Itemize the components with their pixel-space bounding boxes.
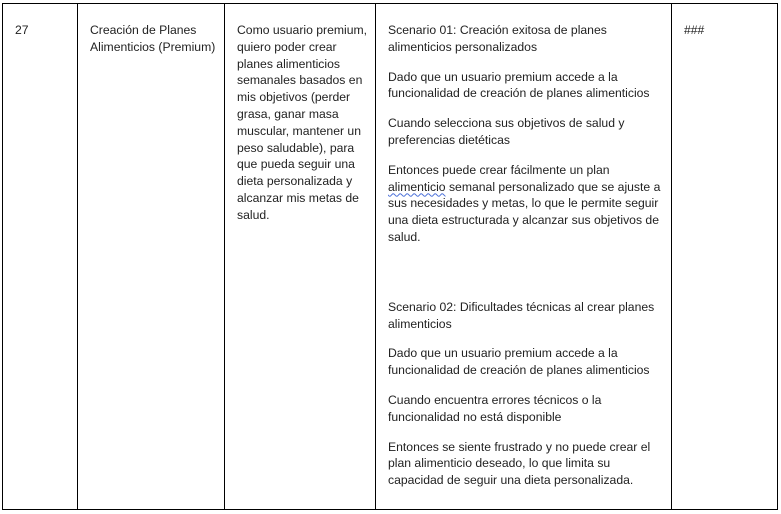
- user-story-text: Como usuario premium, quiero poder crear planes alimenticios semanales basados en mis objetivos (perder grasa, ganar masa muscular, mantener un peso saludable), para que pueda seguir una dieta personalizada y alcanzar mis metas de salud.: [237, 23, 368, 222]
- scenario-1-given: Dado que un usuario premium accede a la funcionalidad de creación de planes alimenticios: [388, 69, 650, 101]
- scenario-2-title: Scenario 02: Dificultades técnicas al crear planes alimenticios: [388, 299, 655, 331]
- id-cell: [3, 4, 77, 509]
- user-story-table: [2, 3, 778, 510]
- scenario-2-when: Cuando encuentra errores técnicos o la funcionalidad no está disponible: [388, 392, 602, 424]
- scenario-1-when: Cuando selecciona sus objetivos de salud y preferencias dietéticas: [388, 116, 625, 147]
- spellcheck-word[interactable]: alimenticio: [388, 179, 446, 194]
- scenario-2-then: Entonces se siente frustrado y no puede crear el plan alimenticio deseado, lo que limita su capacidad de seguir una dieta personalizada.: [388, 439, 651, 488]
- story-title: Creación de Planes Alimenticios (Premium): [90, 23, 216, 54]
- story-id: 27: [15, 23, 29, 37]
- scenario-1-then: Entonces puede crear fácilmente un plan alimenticio semanal personalizado que se ajuste a sus necesidades y metas, lo que le permite seguir una dieta estructurada y alcanzar sus objetivos de salud.: [388, 162, 661, 244]
- scenario-1-title: Scenario 01: Creación exitosa de planes alimenticios personalizados: [388, 23, 607, 54]
- scenario-2-given: Dado que un usuario premium accede a la funcionalidad de creación de planes alimenticios: [388, 346, 650, 378]
- epic-cell: [671, 4, 777, 509]
- epic-id: ###: [684, 23, 705, 37]
- acceptance-criteria-cell: [375, 4, 671, 509]
- title-cell: [77, 4, 224, 509]
- user-story-cell: [224, 4, 375, 509]
